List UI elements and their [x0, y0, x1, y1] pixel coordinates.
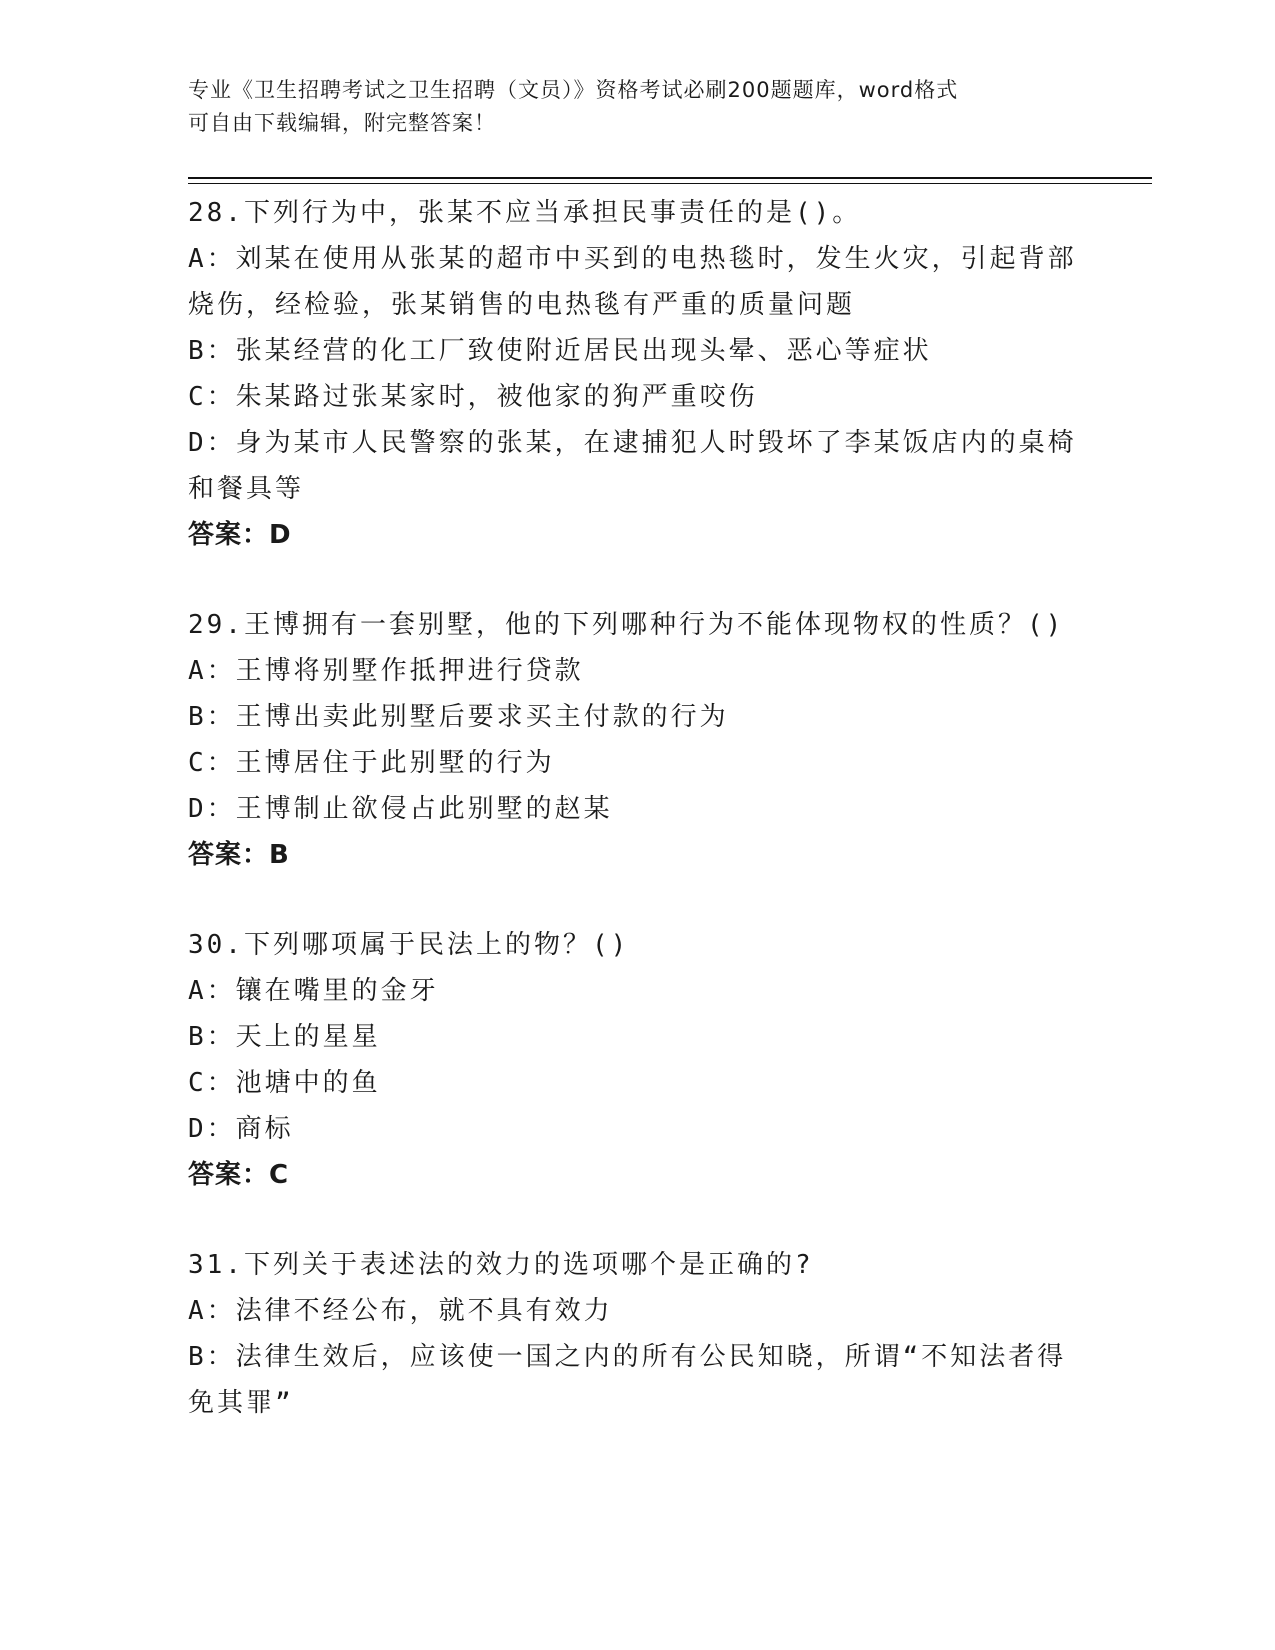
- option-b: B：法律生效后，应该使一国之内的所有公民知晓，所谓“不知法者得: [188, 1342, 1067, 1372]
- question-28: [188, 190, 1088, 558]
- question-gap: [188, 558, 1088, 602]
- question-stem: 29.王博拥有一套别墅，他的下列哪种行为不能体现物权的性质？(): [188, 610, 1065, 640]
- option-b: B：天上的星星: [188, 1022, 381, 1052]
- option-c: C：王博居住于此别墅的行为: [188, 748, 555, 778]
- option-b: B：张某经营的化工厂致使附近居民出现头晕、恶心等症状: [188, 336, 932, 366]
- question-31: [188, 1242, 1088, 1426]
- question-stem: 30.下列哪项属于民法上的物？(): [188, 930, 630, 960]
- option-d-continued: 和餐具等: [188, 474, 305, 504]
- header-divider-thick: [188, 177, 1152, 179]
- option-b-continued: 免其罪”: [188, 1388, 294, 1418]
- question-30: [188, 922, 1088, 1198]
- document-header: [188, 74, 1088, 140]
- option-c: C：朱某路过张某家时，被他家的狗严重咬伤: [188, 382, 758, 412]
- answer-label: 答案：B: [188, 840, 290, 870]
- header-line-2: 可自由下载编辑，附完整答案！: [188, 111, 496, 135]
- option-a: A：王博将别墅作抵押进行贷款: [188, 656, 584, 686]
- option-d: D：身为某市人民警察的张某，在逮捕犯人时毁坏了李某饭店内的桌椅: [188, 428, 1077, 458]
- question-stem: 28.下列行为中，张某不应当承担民事责任的是()。: [188, 198, 862, 228]
- option-d: D：王博制止欲侵占此别墅的赵某: [188, 794, 613, 824]
- header-divider-thin: [188, 183, 1152, 184]
- option-a: A：刘某在使用从张某的超市中买到的电热毯时，发生火灾，引起背部: [188, 244, 1077, 274]
- question-29: [188, 602, 1088, 878]
- option-a-continued: 烧伤，经检验，张某销售的电热毯有严重的质量问题: [188, 290, 856, 320]
- option-b: B：王博出卖此别墅后要求买主付款的行为: [188, 702, 729, 732]
- question-gap: [188, 878, 1088, 922]
- question-gap: [188, 1198, 1088, 1242]
- question-list: [188, 190, 1088, 1426]
- option-a: A：法律不经公布，就不具有效力: [188, 1296, 613, 1326]
- option-a: A：镶在嘴里的金牙: [188, 976, 439, 1006]
- answer-label: 答案：C: [188, 1160, 290, 1190]
- header-line-1: 专业《卫生招聘考试之卫生招聘（文员）》资格考试必刷200题题库，word格式: [188, 78, 959, 102]
- answer-label: 答案：D: [188, 520, 292, 550]
- option-d: D：商标: [188, 1114, 294, 1144]
- question-stem: 31.下列关于表述法的效力的选项哪个是正确的?: [188, 1250, 814, 1280]
- option-c: C：池塘中的鱼: [188, 1068, 381, 1098]
